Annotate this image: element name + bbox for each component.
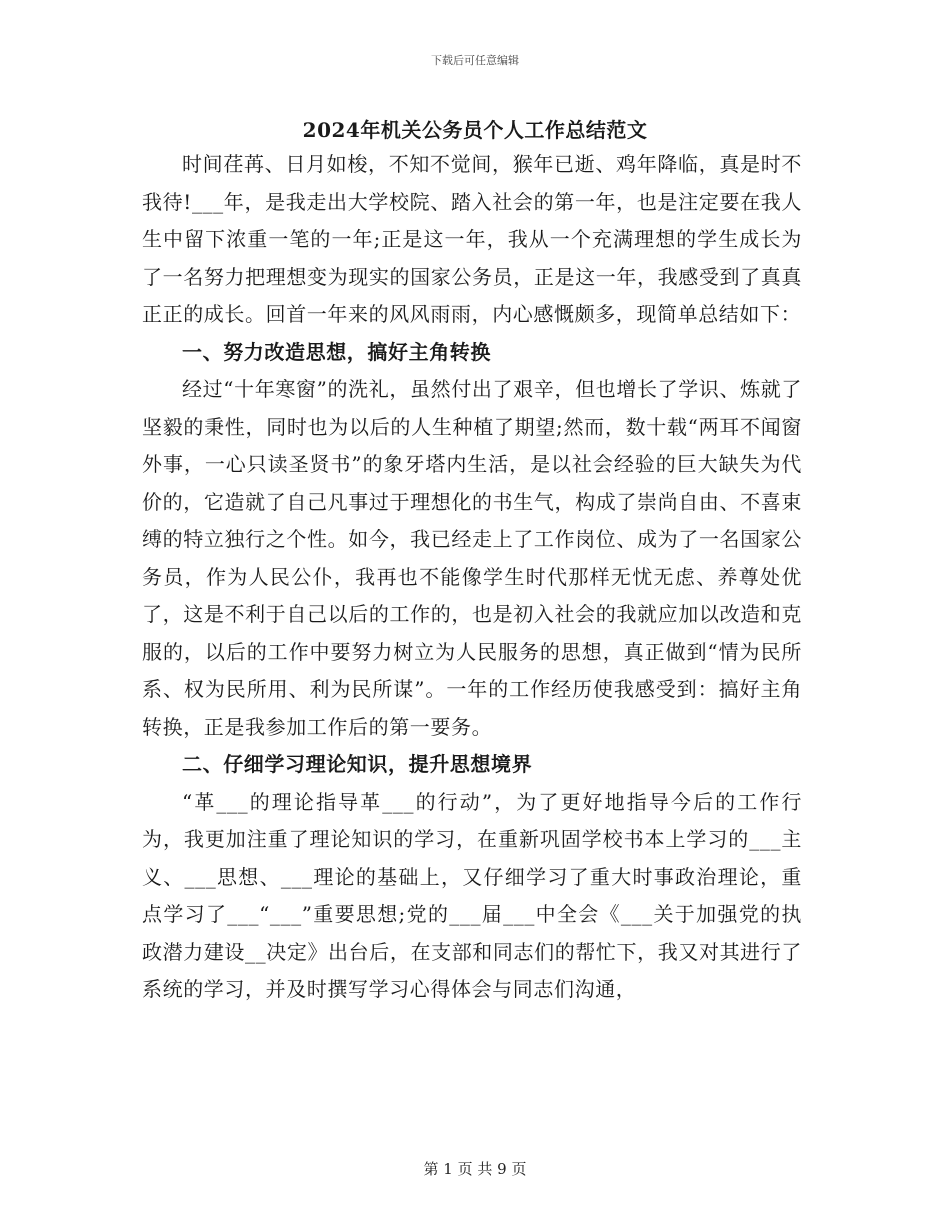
document-body [142, 146, 802, 1009]
document-title: 2024年机关公务员个人工作总结范文 [302, 118, 648, 142]
section-2-paragraph: “革___的理论指导革___的行动”，为了更好地指导今后的工作行为，我更加注重了理论知识的学习，在重新巩固学校书本上学习的___主义、___思想、___理论的基础上，又仔细学习了重大时事政治理论，重点学习了___“___”重要思想;党的___届___中全会《___关于加强党的执政潜力建设__决定》出台后，在支部和同志们的帮忙下，我又对其进行了系统的学习，并及时撰写学习心得体会与同志们沟通， [142, 789, 802, 1001]
section-2-heading: 二、仔细学习理论知识，提升思想境界 [182, 752, 533, 776]
page-header-note: 下载后可任意编辑 [431, 54, 519, 67]
section-1-paragraph: 经过“十年寒窗”的洗礼，虽然付出了艰辛，但也增长了学识、炼就了坚毅的秉性，同时也为以后的人生种植了期望;然而，数十载“两耳不闻窗外事，一心只读圣贤书”的象牙塔内生活，是以社会经验的巨大缺失为代价的，它造就了自己凡事过于理想化的书生气，构成了崇尚自由、不喜束缚的特立独行之个性。如今，我已经走上了工作岗位、成为了一名国家公务员，作为人民公仆，我再也不能像学生时代那样无忧无虑、养尊处优了，这是不利于自己以后的工作的，也是初入社会的我就应加以改造和克服的，以后的工作中要努力树立为人民服务的思想，真正做到“情为民所系、权为民所用、利为民所谋”。一年的工作经历使我感受到：搞好主角转换，正是我参加工作后的第一要务。 [142, 377, 802, 739]
section-1-heading: 一、努力改造思想，搞好主角转换 [182, 339, 491, 364]
intro-paragraph: 时间荏苒、日月如梭，不知不觉间，猴年已逝、鸡年降临，真是时不我待!___年，是我走出大学校院、踏入社会的第一年，也是注定要在我人生中留下浓重一笔的一年;正是这一年，我从一个充满理想的学生成长为了一名努力把理想变为现实的国家公务员，正是这一年，我感受到了真真正正的成长。回首一年来的风风雨雨，内心感慨颇多，现简单总结如下： [142, 152, 802, 326]
page-number-footer: 第 1 页 共 9 页 [423, 1160, 527, 1178]
